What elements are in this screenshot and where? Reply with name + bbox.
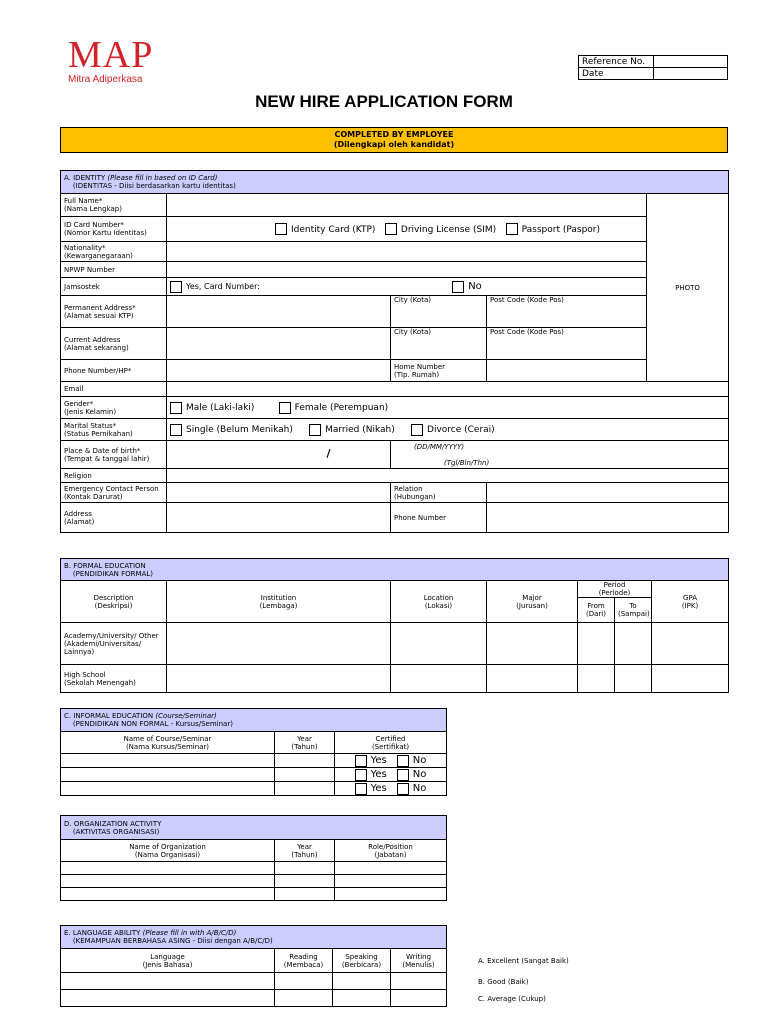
phone-field[interactable] — [167, 360, 391, 382]
jamsostek-no-checkbox[interactable] — [452, 281, 464, 293]
jamsostek-options: Yes, Card Number: No — [167, 278, 647, 296]
org-role-2[interactable] — [335, 875, 447, 888]
marital-label: Marital Status* (Status Pernikahan) — [61, 419, 167, 441]
col-language: Language (Jenis Bahasa) — [61, 949, 275, 973]
single-checkbox[interactable] — [170, 424, 182, 436]
lang-row-1[interactable] — [61, 973, 275, 990]
banner-line1: COMPLETED BY EMPLOYEE — [334, 130, 454, 139]
col-speaking: Speaking (Berbicara) — [333, 949, 391, 973]
current-address-label: Current Address (Alamat sekarang) — [61, 328, 167, 360]
row-highschool-label: High School (Sekolah Menengah) — [61, 665, 167, 693]
org-row-1[interactable] — [61, 862, 275, 875]
cert-options-2: Yes No — [335, 768, 447, 782]
cert-options-3: Yes No — [335, 782, 447, 796]
legend-excellent: A. Excellent (Sangat Baik) — [478, 957, 569, 965]
permanent-address-field[interactable] — [167, 296, 391, 328]
org-row-2[interactable] — [61, 875, 275, 888]
full-name-field[interactable] — [167, 194, 647, 217]
hs-location[interactable] — [391, 665, 487, 693]
reference-box — [578, 55, 728, 80]
current-city-field[interactable]: City (Kota) — [391, 328, 487, 360]
marital-options: Single (Belum Menikah) Married (Nikah) Divorce (Cerai) — [167, 419, 729, 441]
academy-major[interactable] — [487, 623, 578, 665]
col-certified: Certified (Sertifikat) — [335, 732, 447, 754]
formal-header: B. FORMAL EDUCATION (PENDIDIKAN FORMAL) — [61, 559, 729, 581]
emergency-phone-field[interactable] — [487, 503, 729, 533]
religion-field[interactable] — [167, 469, 729, 483]
email-field[interactable] — [167, 382, 729, 397]
page-title: NEW HIRE APPLICATION FORM — [255, 92, 513, 111]
org-role-1[interactable] — [335, 862, 447, 875]
reference-field[interactable] — [654, 56, 728, 68]
id-card-label: ID Card Number* (Nomor Kartu Identitas) — [61, 217, 167, 242]
hs-institution[interactable] — [167, 665, 391, 693]
male-checkbox[interactable] — [170, 402, 182, 414]
nationality-label: Nationality* (Kewarganegaraan) — [61, 242, 167, 262]
date-field[interactable] — [654, 68, 728, 80]
col-location: Location (Lokasi) — [391, 581, 487, 623]
hs-gpa[interactable] — [652, 665, 729, 693]
col-org-role: Role/Position (Jabatan) — [335, 840, 447, 862]
col-reading: Reading (Membaca) — [275, 949, 333, 973]
address-label: Address (Alamat) — [61, 503, 167, 533]
col-course-name: Name of Course/Seminar (Nama Kursus/Seminar) — [61, 732, 275, 754]
course-row-2[interactable] — [61, 768, 275, 782]
course-year-3[interactable] — [275, 782, 335, 796]
nationality-field[interactable] — [167, 242, 647, 262]
lang-read-1[interactable] — [275, 973, 333, 990]
female-checkbox[interactable] — [279, 402, 291, 414]
lang-read-2[interactable] — [275, 990, 333, 1007]
legend-average: C. Average (Cukup) — [478, 995, 546, 1003]
logo-subtitle: Mitra Adiperkasa — [68, 74, 143, 85]
identity-section — [60, 170, 729, 533]
identity-note: (Please fill in based on ID Card) — [107, 174, 218, 182]
phone-label: Phone Number/HP* — [61, 360, 167, 382]
id-card-options: Identity Card (KTP) Driving License (SIM) Passport (Paspor) — [167, 217, 647, 242]
identity-header — [61, 171, 729, 194]
course-row-3[interactable] — [61, 782, 275, 796]
reference-label: Reference No. — [579, 56, 654, 68]
gender-options: Male (Laki-laki) Female (Perempuan) — [167, 397, 729, 419]
permanent-city-field[interactable]: City (Kota) — [391, 296, 487, 328]
npwp-label: NPWP Number — [61, 262, 167, 278]
banner-line2: (Dilengkapi oleh kandidat) — [333, 140, 455, 149]
academy-location[interactable] — [391, 623, 487, 665]
course-row-1[interactable] — [61, 754, 275, 768]
academy-from[interactable] — [578, 623, 615, 665]
academy-to[interactable] — [615, 623, 652, 665]
emergency-label: Emergency Contact Person (Kontak Darurat) — [61, 483, 167, 503]
company-logo — [68, 34, 154, 85]
photo-label: PHOTO — [675, 283, 700, 292]
cert-yes-3[interactable] — [355, 783, 367, 795]
col-description: Description (Deskripsi) — [61, 581, 167, 623]
full-name-label: Full Name* (Nama Lengkap) — [61, 194, 167, 217]
email-label: Email — [61, 382, 167, 397]
cert-options-1: Yes No — [335, 754, 447, 768]
course-year-2[interactable] — [275, 768, 335, 782]
org-year-1[interactable] — [275, 862, 335, 875]
org-year-3[interactable] — [275, 888, 335, 901]
formal-education-section — [60, 558, 729, 693]
organization-header: D. ORGANIZATION ACTIVITY (AKTIVITAS ORGANISASI) — [61, 816, 447, 840]
col-to: To (Sampai) — [615, 598, 652, 623]
passport-checkbox[interactable] — [506, 223, 518, 235]
row-academy-label: Academy/University/ Other (Akademi/Universitas/ Lainnya) — [61, 623, 167, 665]
col-major: Major (Jurusan) — [487, 581, 578, 623]
date-label: Date — [579, 68, 654, 80]
cert-no-2[interactable] — [397, 769, 409, 781]
cert-no-1[interactable] — [397, 755, 409, 767]
course-year-1[interactable] — [275, 754, 335, 768]
lang-row-2[interactable] — [61, 990, 275, 1007]
current-address-field[interactable] — [167, 328, 391, 360]
photo-box — [647, 194, 729, 382]
hs-major[interactable] — [487, 665, 578, 693]
hs-to[interactable] — [615, 665, 652, 693]
lang-speak-2[interactable] — [333, 990, 391, 1007]
col-course-year: Year (Tahun) — [275, 732, 335, 754]
informal-education-section — [60, 708, 447, 796]
language-header: E. LANGUAGE ABILITY (Please fill in with A/B/C/D) (KEMAMPUAN BERBAHASA ASING - Diisi dengan A/B/C/D) — [61, 926, 447, 949]
current-postcode-field[interactable]: Post Code (Kode Pos) — [487, 328, 647, 360]
col-org-year: Year (Tahun) — [275, 840, 335, 862]
lang-write-2[interactable] — [391, 990, 447, 1007]
birth-label: Place & Date of birth* (Tempat & tanggal lahir) — [61, 441, 167, 469]
identity-subtitle: (IDENTITAS - Diisi berdasarkan kartu identitas) — [72, 182, 236, 190]
emergency-address-field[interactable] — [167, 503, 391, 533]
emergency-field[interactable] — [167, 483, 391, 503]
informal-header: C. INFORMAL EDUCATION (Course/Seminar) (PENDIDIKAN NON FORMAL - Kursus/Seminar) — [61, 709, 447, 732]
home-number-field[interactable] — [487, 360, 647, 382]
hs-from[interactable] — [578, 665, 615, 693]
relation-field[interactable] — [487, 483, 729, 503]
lang-write-1[interactable] — [391, 973, 447, 990]
academy-institution[interactable] — [167, 623, 391, 665]
sim-checkbox[interactable] — [385, 223, 397, 235]
cert-yes-1[interactable] — [355, 755, 367, 767]
col-writing: Writing (Menulis) — [391, 949, 447, 973]
gender-label: Gender* (Jenis Kelamin) — [61, 397, 167, 419]
jamsostek-yes-checkbox[interactable] — [170, 281, 182, 293]
cert-yes-2[interactable] — [355, 769, 367, 781]
org-row-3[interactable] — [61, 888, 275, 901]
col-institution: Institution (Lembaga) — [167, 581, 391, 623]
birth-place-field[interactable]: / — [167, 441, 391, 469]
language-section — [60, 925, 447, 1007]
npwp-field[interactable] — [167, 262, 647, 278]
org-year-2[interactable] — [275, 875, 335, 888]
phone-number-label: Phone Number — [391, 503, 487, 533]
lang-speak-1[interactable] — [333, 973, 391, 990]
divorce-checkbox[interactable] — [411, 424, 423, 436]
col-period: Period (Periode) — [578, 581, 652, 598]
permanent-postcode-field[interactable]: Post Code (Kode Pos) — [487, 296, 647, 328]
religion-label: Religion — [61, 469, 167, 483]
academy-gpa[interactable] — [652, 623, 729, 665]
org-role-3[interactable] — [335, 888, 447, 901]
col-org-name: Name of Organization (Nama Organisasi) — [61, 840, 275, 862]
home-number-label: Home Number (Tlp. Rumah) — [391, 360, 487, 382]
legend-good: B. Good (Baik) — [478, 978, 529, 986]
completed-by-banner — [60, 127, 728, 153]
jamsostek-label: Jamsostek — [61, 278, 167, 296]
married-checkbox[interactable] — [309, 424, 321, 436]
permanent-address-label: Permanent Address* (Alamat sesuai KTP) — [61, 296, 167, 328]
cert-no-3[interactable] — [397, 783, 409, 795]
logo-brand: MAP — [68, 34, 154, 76]
identity-title: A. IDENTITY — [64, 174, 106, 182]
col-gpa: GPA (IPK) — [652, 581, 729, 623]
col-from: From (Dari) — [578, 598, 615, 623]
organization-section — [60, 815, 447, 901]
ktp-checkbox[interactable] — [275, 223, 287, 235]
relation-label: Relation (Hubungan) — [391, 483, 487, 503]
birth-date-field[interactable]: (DD/MM/YYYY) (Tgl/Bln/Thn) — [391, 441, 729, 469]
